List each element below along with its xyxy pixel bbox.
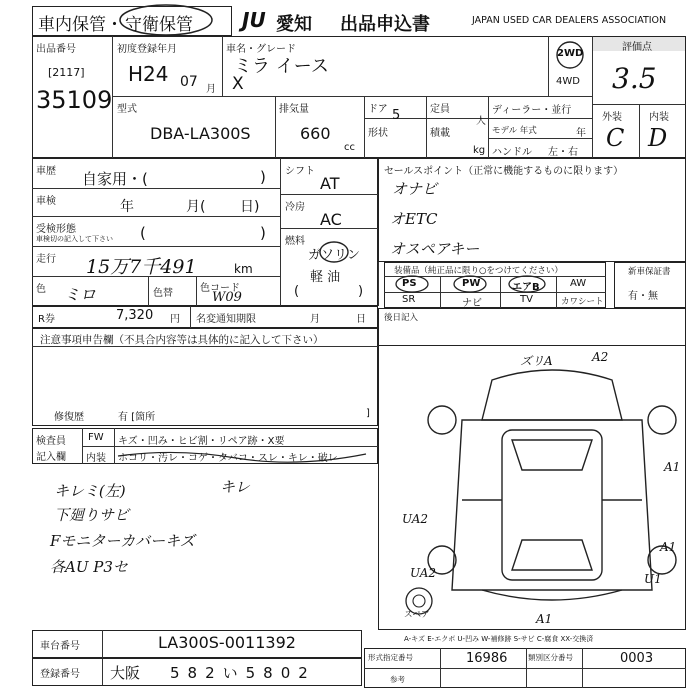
mileage-unit: km <box>234 262 253 276</box>
cert-label: 受検形態 <box>36 224 76 235</box>
inspector-fw: FW <box>88 432 104 443</box>
handwritten-note-5: キレ <box>220 478 250 496</box>
plate-number: 582い5802 <box>170 664 316 682</box>
model-label: 車名・グレード <box>226 44 296 55</box>
storage-circled-option: 守衛保管 <box>125 15 193 35</box>
color-value: ミロ <box>64 285 97 304</box>
model-year-label: モデル 年式 <box>492 126 537 136</box>
year-unit: 年 <box>576 128 586 139</box>
category-number-label: 類別区分番号 <box>528 653 573 662</box>
damage-mark-1: ズリA <box>520 354 553 368</box>
inspector-interior: 内装 <box>86 453 106 464</box>
cert-paren-open: ( <box>140 224 146 242</box>
type-label: 型式 <box>117 104 137 115</box>
registration-month: 07 <box>180 74 198 90</box>
capacity-unit: 人 <box>476 116 486 127</box>
displacement-unit: cc <box>344 142 355 153</box>
cert-paren-close: ) <box>260 224 266 242</box>
shift-value: AT <box>320 174 340 193</box>
capacity-label: 定員 <box>430 104 450 115</box>
inspector-label-1: 検査員 <box>36 436 66 447</box>
damage-mark-8: A1 <box>536 612 553 626</box>
selling-label: セールスポイント（正常に機能するものに限ります） <box>384 166 624 177</box>
ac-label: 冷房 <box>285 202 305 213</box>
inspector-label-2: 記入欄 <box>36 452 66 463</box>
fuel-circle-mark <box>318 240 350 264</box>
org-name: 愛知 <box>276 14 312 35</box>
fuel-value-1: ガソリン <box>308 248 361 263</box>
reference-label: 参考 <box>390 675 405 684</box>
displacement-value: 660 <box>300 124 331 143</box>
recycle-value: 7,320 <box>116 308 154 323</box>
spare-label: スペア <box>404 610 430 620</box>
car-diagram <box>422 360 682 620</box>
drive-4wd: 4WD <box>556 76 580 87</box>
handwritten-note-3: Fモニターカバーキズ <box>50 532 195 550</box>
category-number-value: 0003 <box>620 651 654 666</box>
model-name: ミラ イース <box>234 56 329 77</box>
drive-2wd: 2WD <box>557 48 584 59</box>
door-label: ドア <box>368 104 388 115</box>
warranty-label: 新車保証書 <box>628 267 671 277</box>
selling-item-1: オナビ <box>392 180 438 198</box>
shift-label: シフト <box>285 166 315 177</box>
fuel-label: 燃料 <box>285 236 305 247</box>
storage-label: 車内保管・ <box>38 15 123 35</box>
plate-label: 登録番号 <box>40 669 80 680</box>
inspection-year: 年 <box>120 199 134 215</box>
org-english: JAPAN USED CAR DEALERS ASSOCIATION <box>472 15 667 26</box>
inspector-scribble <box>116 446 376 466</box>
inspection-label: 車検 <box>36 196 56 207</box>
handle-label: ハンドル <box>492 147 532 158</box>
inspector-fw-text: キズ・凹み・ヒビ割・リペア跡・X要 <box>118 436 285 447</box>
volume-label: 積載 <box>430 128 450 139</box>
color-change-label: 色替 <box>153 288 173 299</box>
handwritten-note-1: キレミ(左) <box>54 482 126 500</box>
handwritten-note-4: 各AU P3セ <box>50 558 128 576</box>
inspector-interior-text: ホコリ・汚レ・コゲ・タバコ・スレ・キレ・破レ <box>118 453 338 464</box>
equipment-label: 装備品（純正品に限り○をつけてください） <box>394 266 563 276</box>
damage-mark-3: A1 <box>664 460 681 474</box>
spec-number-value: 16986 <box>466 651 508 666</box>
equip-sr: SR <box>402 294 416 305</box>
logo-mark: JU <box>242 8 266 32</box>
grade-ext-label: 外装 <box>602 112 622 123</box>
door-value: 5 <box>392 108 401 123</box>
mileage-value: 15万7千491 <box>86 256 197 278</box>
handle-options: 左・右 <box>548 147 578 158</box>
history-value: 自家用・( <box>82 170 148 188</box>
repair-close: ] <box>366 408 370 419</box>
type-value: DBA-LA300S <box>150 124 251 143</box>
fuel-paren-close: ) <box>358 284 364 299</box>
inspection-day: 日) <box>240 199 260 215</box>
equip-navi: ナビ <box>462 298 482 309</box>
equip-ps: PS <box>402 278 417 289</box>
warranty-options: 有・無 <box>628 291 658 302</box>
selling-item-2: オETC <box>390 210 438 228</box>
volume-unit: kg <box>473 145 486 156</box>
storage-circle-mark <box>118 2 218 38</box>
handwritten-note-2: 下廻りサビ <box>54 506 130 524</box>
lot-small-number: [2117] <box>48 66 85 79</box>
damage-legend: A-キズ E-エクボ U-凹み W-補修跡 S-サビ C-腐食 XX-交換済 <box>404 635 594 643</box>
lot-label: 出品番号 <box>36 44 76 55</box>
damage-mark-7: U1 <box>644 572 662 586</box>
grade-int-value: D <box>648 124 668 152</box>
inspection-month: 月( <box>186 199 206 215</box>
damage-mark-6: UA2 <box>410 566 437 580</box>
ac-value: AC <box>320 210 342 229</box>
selling-item-3: オスペアキー <box>390 240 480 258</box>
later-input-label: 後日記入 <box>384 313 419 323</box>
damage-mark-5: A1 <box>660 540 677 554</box>
notes-label: 注意事項申告欄（不具合内容等は具体的に記入して下さい） <box>40 334 324 346</box>
lot-number: 35109 <box>36 86 113 114</box>
color-label: 色 <box>36 284 46 295</box>
chassis-value: LA300S-0011392 <box>158 633 296 652</box>
equip-tv: TV <box>520 294 533 305</box>
grade-ext-value: C <box>606 124 625 152</box>
model-grade: X <box>232 74 244 94</box>
rename-day: 日 <box>356 314 366 325</box>
history-label: 車歴 <box>36 166 56 177</box>
damage-mark-4: UA2 <box>402 512 429 526</box>
registration-year: H24 <box>128 62 169 86</box>
color-code-label: 色コード <box>200 283 240 294</box>
cert-note: 車検切の記入して下さい <box>36 235 113 243</box>
equip-aw: AW <box>570 278 587 289</box>
grade-overall: 3.5 <box>612 62 657 95</box>
equip-seat: カワシート <box>561 297 604 307</box>
spec-number-label: 形式指定番号 <box>368 653 413 662</box>
grade-int-label: 内装 <box>649 112 669 123</box>
fuel-value-2: 軽 油 <box>310 270 341 285</box>
recycle-label: R券 <box>38 314 55 325</box>
repair-label: 修復歴 <box>54 412 84 423</box>
color-code-value: W09 <box>212 290 242 305</box>
plate-city: 大阪 <box>110 664 141 682</box>
chassis-label: 車台番号 <box>40 641 80 652</box>
recycle-unit: 円 <box>170 314 180 325</box>
fuel-paren-open: ( <box>294 284 300 299</box>
equip-circles <box>394 274 554 294</box>
displacement-label: 排気量 <box>279 104 309 115</box>
later-input-section <box>378 308 686 346</box>
history-close: ) <box>260 168 266 186</box>
damage-mark-2: A2 <box>592 350 609 364</box>
equip-pw: PW <box>462 278 481 289</box>
grade-label: 評価点 <box>622 42 652 53</box>
form-title: 出品申込書 <box>340 14 430 35</box>
repair-value: 有 [箇所 <box>118 412 156 423</box>
rename-month: 月 <box>310 314 320 325</box>
mileage-label: 走行 <box>36 254 56 265</box>
shape-label: 形状 <box>368 128 388 139</box>
registration-month-unit: 月 <box>206 84 216 95</box>
rename-label: 名変通知期限 <box>196 314 256 325</box>
equip-airbag: エアB <box>512 282 540 293</box>
dealer-label: ディーラー・並行 <box>492 105 572 116</box>
registration-label: 初度登録年月 <box>117 44 177 55</box>
